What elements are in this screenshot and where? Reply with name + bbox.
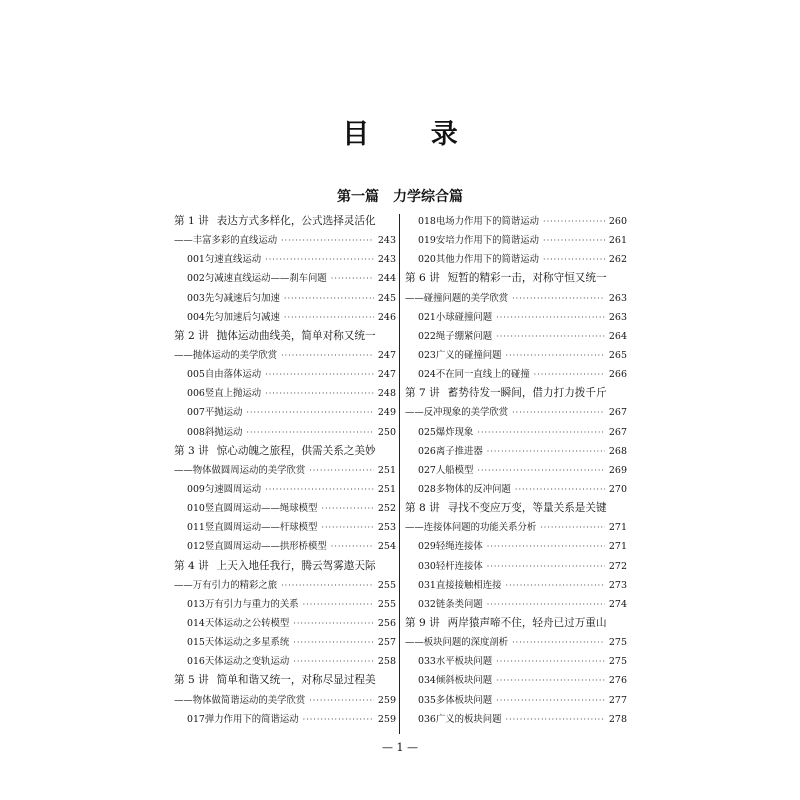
lecture-title: 简单和谐又统一，对称尽显过程美 xyxy=(216,674,376,687)
item-number: 021 xyxy=(418,311,436,323)
item-title: 倾斜板块问题 xyxy=(435,675,493,687)
page-ref: 259 xyxy=(377,713,396,725)
lecture-title: 惊心动魄之旅程，供需关系之美妙 xyxy=(216,444,376,457)
dot-leaders xyxy=(331,537,374,556)
lecture-title: 两岸猿声啼不住，轻舟已过万重山 xyxy=(447,616,607,629)
item-number: 030 xyxy=(418,560,436,572)
toc-item xyxy=(405,212,627,231)
toc-lecture-heading xyxy=(405,499,627,518)
toc-lecture-heading xyxy=(405,269,627,288)
page-number: — 1 — xyxy=(382,741,418,754)
item-number: 010 xyxy=(187,503,205,515)
item-title: 弹力作用下的简谐运动 xyxy=(204,713,299,725)
toc-item xyxy=(405,691,627,710)
dot-leaders xyxy=(293,633,374,652)
toc-lecture-heading xyxy=(174,442,396,461)
toc-subtitle xyxy=(174,576,396,595)
toc-item xyxy=(405,346,627,365)
dot-leaders xyxy=(321,518,373,537)
dot-leaders xyxy=(496,327,605,346)
dot-leaders xyxy=(543,212,605,231)
item-title: 竖直圆周运动——杆球模型 xyxy=(204,522,318,534)
item-number: 011 xyxy=(187,522,205,534)
item-title: 小球碰撞问题 xyxy=(435,311,493,323)
dot-leaders xyxy=(487,442,605,461)
item-title: 直接接触相连接 xyxy=(435,579,502,591)
section-title: 第一篇 力学综合篇 xyxy=(337,189,463,205)
toc-item xyxy=(405,557,627,576)
page-ref: 244 xyxy=(377,273,396,285)
dot-leaders xyxy=(303,710,374,729)
item-title: 离子推进器 xyxy=(435,445,483,457)
toc-subtitle xyxy=(405,289,627,308)
lecture-label: 第 3 讲 xyxy=(174,444,209,457)
item-number: 034 xyxy=(418,675,436,687)
page-ref: 276 xyxy=(608,675,627,687)
toc-item xyxy=(174,710,396,729)
lecture-label: 第 9 讲 xyxy=(405,616,440,629)
toc-subtitle xyxy=(405,403,627,422)
item-number: 019 xyxy=(418,235,436,247)
dot-leaders xyxy=(512,633,605,652)
item-number: 020 xyxy=(418,254,436,266)
item-title: 链条类问题 xyxy=(435,598,483,610)
dot-leaders xyxy=(265,384,374,403)
item-title: 先匀减速后匀加速 xyxy=(204,292,280,304)
toc-item xyxy=(174,614,396,633)
dot-leaders xyxy=(515,480,605,499)
item-number: 029 xyxy=(418,541,436,553)
toc-item xyxy=(405,250,627,269)
page-ref: 263 xyxy=(608,311,627,323)
toc-item xyxy=(405,327,627,346)
dot-leaders xyxy=(512,289,605,308)
page-ref: 243 xyxy=(377,235,396,247)
item-title: 天体运动之变轨运动 xyxy=(204,656,290,668)
item-title: 匀减速直线运动——刹车问题 xyxy=(204,273,327,285)
page-title: 目 录 xyxy=(342,119,484,150)
page-ref: 257 xyxy=(377,637,396,649)
item-title: 万有引力与重力的关系 xyxy=(204,598,299,610)
page-ref: 248 xyxy=(377,388,396,400)
toc-item xyxy=(405,365,627,384)
lecture-label: 第 2 讲 xyxy=(174,329,209,342)
item-number: 036 xyxy=(418,713,436,725)
toc-item xyxy=(405,652,627,671)
page-ref: 278 xyxy=(608,713,627,725)
toc-subtitle xyxy=(174,461,396,480)
item-title: 不在同一直线上的碰撞 xyxy=(435,369,530,381)
toc-item xyxy=(405,423,627,442)
item-title: 多物体的反冲问题 xyxy=(435,483,511,495)
page-ref: 267 xyxy=(608,407,627,419)
dot-leaders xyxy=(487,537,605,556)
lecture-label: 第 7 讲 xyxy=(405,387,440,400)
subtitle-text: ——连接体问题的功能关系分析 xyxy=(405,522,537,534)
subtitle-text: ——丰富多彩的直线运动 xyxy=(174,235,278,247)
dot-leaders xyxy=(506,346,605,365)
page-ref: 272 xyxy=(608,560,627,572)
page-ref: 243 xyxy=(377,254,396,266)
item-number: 008 xyxy=(187,426,205,438)
page-ref: 252 xyxy=(377,503,396,515)
dot-leaders xyxy=(265,480,374,499)
item-number: 002 xyxy=(187,273,205,285)
dot-leaders xyxy=(281,576,374,595)
dot-leaders xyxy=(281,346,374,365)
page-ref: 259 xyxy=(377,694,396,706)
subtitle-text: ——板块问题的深度剖析 xyxy=(405,637,509,649)
toc-lecture-heading xyxy=(405,614,627,633)
item-title: 竖直上抛运动 xyxy=(204,388,262,400)
lecture-title: 蓄势待发一瞬间，借力打力拨千斤 xyxy=(447,387,607,400)
page-ref: 270 xyxy=(608,483,627,495)
toc-lecture-heading xyxy=(174,671,396,690)
item-number: 028 xyxy=(418,483,436,495)
toc-column-left xyxy=(174,212,396,729)
dot-leaders xyxy=(543,231,605,250)
item-number: 018 xyxy=(418,216,436,227)
item-title: 广义的碰撞问题 xyxy=(435,349,502,361)
toc-item xyxy=(174,365,396,384)
toc-item xyxy=(174,518,396,537)
page-ref: 246 xyxy=(377,311,396,323)
toc-item xyxy=(174,384,396,403)
toc-item xyxy=(405,461,627,480)
item-title: 轻杆连接体 xyxy=(435,560,483,572)
toc-lecture-heading xyxy=(174,212,396,231)
page-ref: 254 xyxy=(377,541,396,553)
toc-item xyxy=(174,403,396,422)
page-ref: 274 xyxy=(608,598,627,610)
item-number: 013 xyxy=(187,598,205,610)
dot-leaders xyxy=(246,423,373,442)
page-ref: 260 xyxy=(608,216,627,227)
dot-leaders xyxy=(496,652,605,671)
toc-item xyxy=(405,710,627,729)
item-title: 广义的板块问题 xyxy=(435,713,502,725)
item-number: 032 xyxy=(418,598,436,610)
item-title: 天体运动之多星系统 xyxy=(204,637,290,649)
item-title: 安培力作用下的简谐运动 xyxy=(435,235,540,247)
lecture-label: 第 1 讲 xyxy=(174,215,209,227)
item-number: 003 xyxy=(187,292,205,304)
page-ref: 256 xyxy=(377,617,396,629)
toc-item xyxy=(174,308,396,327)
subtitle-text: ——物体做圆周运动的美学欣赏 xyxy=(174,464,306,476)
toc-column-right xyxy=(405,212,627,729)
item-number: 025 xyxy=(418,426,436,438)
page-ref: 265 xyxy=(608,349,627,361)
item-number: 035 xyxy=(418,694,436,706)
item-number: 004 xyxy=(187,311,205,323)
item-number: 012 xyxy=(187,541,205,553)
item-number: 006 xyxy=(187,388,205,400)
toc-item xyxy=(174,633,396,652)
item-title: 先匀加速后匀减速 xyxy=(204,311,280,323)
item-title: 匀速直线运动 xyxy=(204,254,262,266)
page-ref: 251 xyxy=(377,483,396,495)
lecture-label: 第 4 讲 xyxy=(174,559,209,572)
toc-item xyxy=(174,269,396,288)
dot-leaders xyxy=(281,231,374,250)
toc-lecture-heading xyxy=(174,327,396,346)
page-ref: 268 xyxy=(608,445,627,457)
dot-leaders xyxy=(284,289,374,308)
toc-item xyxy=(174,480,396,499)
item-number: 016 xyxy=(187,656,205,668)
dot-leaders xyxy=(534,365,605,384)
page-ref: 245 xyxy=(377,292,396,304)
toc-subtitle xyxy=(174,691,396,710)
toc-item xyxy=(405,231,627,250)
item-number: 017 xyxy=(187,713,205,725)
dot-leaders xyxy=(309,461,374,480)
page-ref: 267 xyxy=(608,426,627,438)
toc-subtitle xyxy=(174,346,396,365)
lecture-title: 寻找不变应万变，等量关系是关键 xyxy=(447,502,607,515)
dot-leaders xyxy=(246,403,373,422)
page-ref: 273 xyxy=(608,579,627,591)
toc-item xyxy=(174,499,396,518)
toc-item xyxy=(174,250,396,269)
toc-item xyxy=(405,595,627,614)
item-title: 斜抛运动 xyxy=(204,426,243,438)
page-ref: 271 xyxy=(608,541,627,553)
page-ref: 262 xyxy=(608,254,627,266)
item-title: 水平板块问题 xyxy=(435,656,493,668)
dot-leaders xyxy=(477,461,604,480)
lecture-label: 第 5 讲 xyxy=(174,674,209,687)
item-title: 平抛运动 xyxy=(204,407,243,419)
toc-item xyxy=(174,537,396,556)
subtitle-text: ——物体做简谐运动的美学欣赏 xyxy=(174,694,306,706)
item-number: 024 xyxy=(418,369,436,381)
item-number: 001 xyxy=(187,254,205,266)
page-ref: 275 xyxy=(608,656,627,668)
item-number: 031 xyxy=(418,579,436,591)
dot-leaders xyxy=(506,710,605,729)
toc-item xyxy=(174,289,396,308)
page-ref: 269 xyxy=(608,464,627,476)
dot-leaders xyxy=(284,308,374,327)
toc-item xyxy=(405,576,627,595)
item-title: 绳子绷紧问题 xyxy=(435,330,493,342)
page-ref: 253 xyxy=(377,522,396,534)
item-title: 多体板块问题 xyxy=(435,694,493,706)
toc-item xyxy=(405,308,627,327)
dot-leaders xyxy=(293,652,374,671)
subtitle-text: ——碰撞问题的美学欣赏 xyxy=(405,292,509,304)
dot-leaders xyxy=(506,576,605,595)
item-title: 天体运动之公转模型 xyxy=(204,617,290,629)
item-number: 023 xyxy=(418,349,436,361)
toc-item xyxy=(405,537,627,556)
subtitle-text: ——万有引力的精彩之旅 xyxy=(174,579,278,591)
dot-leaders xyxy=(487,557,605,576)
toc-item xyxy=(174,652,396,671)
page-ref: 247 xyxy=(377,369,396,381)
item-title: 电场力作用下的简谐运动 xyxy=(435,216,540,227)
dot-leaders xyxy=(321,499,373,518)
page-ref: 264 xyxy=(608,330,627,342)
dot-leaders xyxy=(265,365,374,384)
lecture-title: 短暂的精彩一击，对称守恒又统一 xyxy=(447,272,607,285)
dot-leaders xyxy=(496,691,605,710)
toc-subtitle xyxy=(405,633,627,652)
page-ref: 258 xyxy=(377,656,396,668)
page-ref: 255 xyxy=(377,579,396,591)
item-number: 027 xyxy=(418,464,436,476)
toc-lecture-heading xyxy=(405,384,627,403)
item-title: 竖直圆周运动——绳球模型 xyxy=(204,503,318,515)
page-ref: 277 xyxy=(608,694,627,706)
page-ref: 261 xyxy=(608,235,627,247)
item-number: 009 xyxy=(187,483,205,495)
subtitle-text: ——反冲现象的美学欣赏 xyxy=(405,407,509,419)
dot-leaders xyxy=(477,423,604,442)
item-title: 轻绳连接体 xyxy=(435,541,483,553)
lecture-title: 表达方式多样化，公式选择灵活化 xyxy=(216,215,376,227)
toc-item xyxy=(405,480,627,499)
item-title: 匀速圆周运动 xyxy=(204,483,262,495)
toc-subtitle xyxy=(405,518,627,537)
page-ref: 251 xyxy=(377,464,396,476)
dot-leaders xyxy=(496,308,605,327)
subtitle-text: ——抛体运动的美学欣赏 xyxy=(174,349,278,361)
item-number: 033 xyxy=(418,656,436,668)
item-title: 爆炸现象 xyxy=(435,426,474,438)
toc-item xyxy=(174,595,396,614)
item-title: 竖直圆周运动——拱形桥模型 xyxy=(204,541,327,553)
dot-leaders xyxy=(487,595,605,614)
item-number: 015 xyxy=(187,637,205,649)
item-title: 自由落体运动 xyxy=(204,369,262,381)
lecture-title: 抛体运动曲线美，简单对称又统一 xyxy=(216,329,376,342)
column-divider xyxy=(399,214,400,734)
toc-item xyxy=(405,442,627,461)
page-ref: 271 xyxy=(608,522,627,534)
lecture-label: 第 8 讲 xyxy=(405,502,440,515)
page-ref: 247 xyxy=(377,349,396,361)
item-number: 014 xyxy=(187,617,205,629)
item-number: 007 xyxy=(187,407,205,419)
toc-item xyxy=(405,671,627,690)
page-ref: 250 xyxy=(377,426,396,438)
lecture-label: 第 6 讲 xyxy=(405,272,440,285)
page-ref: 275 xyxy=(608,637,627,649)
dot-leaders xyxy=(512,403,605,422)
dot-leaders xyxy=(331,269,374,288)
page-ref: 266 xyxy=(608,369,627,381)
page-ref: 249 xyxy=(377,407,396,419)
item-number: 026 xyxy=(418,445,436,457)
item-title: 人船模型 xyxy=(435,464,474,476)
item-number: 022 xyxy=(418,330,436,342)
item-number: 005 xyxy=(187,369,205,381)
toc-subtitle xyxy=(174,231,396,250)
page-ref: 255 xyxy=(377,598,396,610)
dot-leaders xyxy=(265,250,374,269)
dot-leaders xyxy=(496,671,605,690)
item-title: 其他力作用下的简谐运动 xyxy=(435,254,540,266)
toc-item xyxy=(174,423,396,442)
dot-leaders xyxy=(540,518,605,537)
page-ref: 263 xyxy=(608,292,627,304)
dot-leaders xyxy=(293,614,374,633)
dot-leaders xyxy=(303,595,374,614)
toc-lecture-heading xyxy=(174,557,396,576)
lecture-title: 上天入地任我行，腾云驾雾遨天际 xyxy=(216,559,376,572)
dot-leaders xyxy=(543,250,605,269)
dot-leaders xyxy=(309,691,374,710)
